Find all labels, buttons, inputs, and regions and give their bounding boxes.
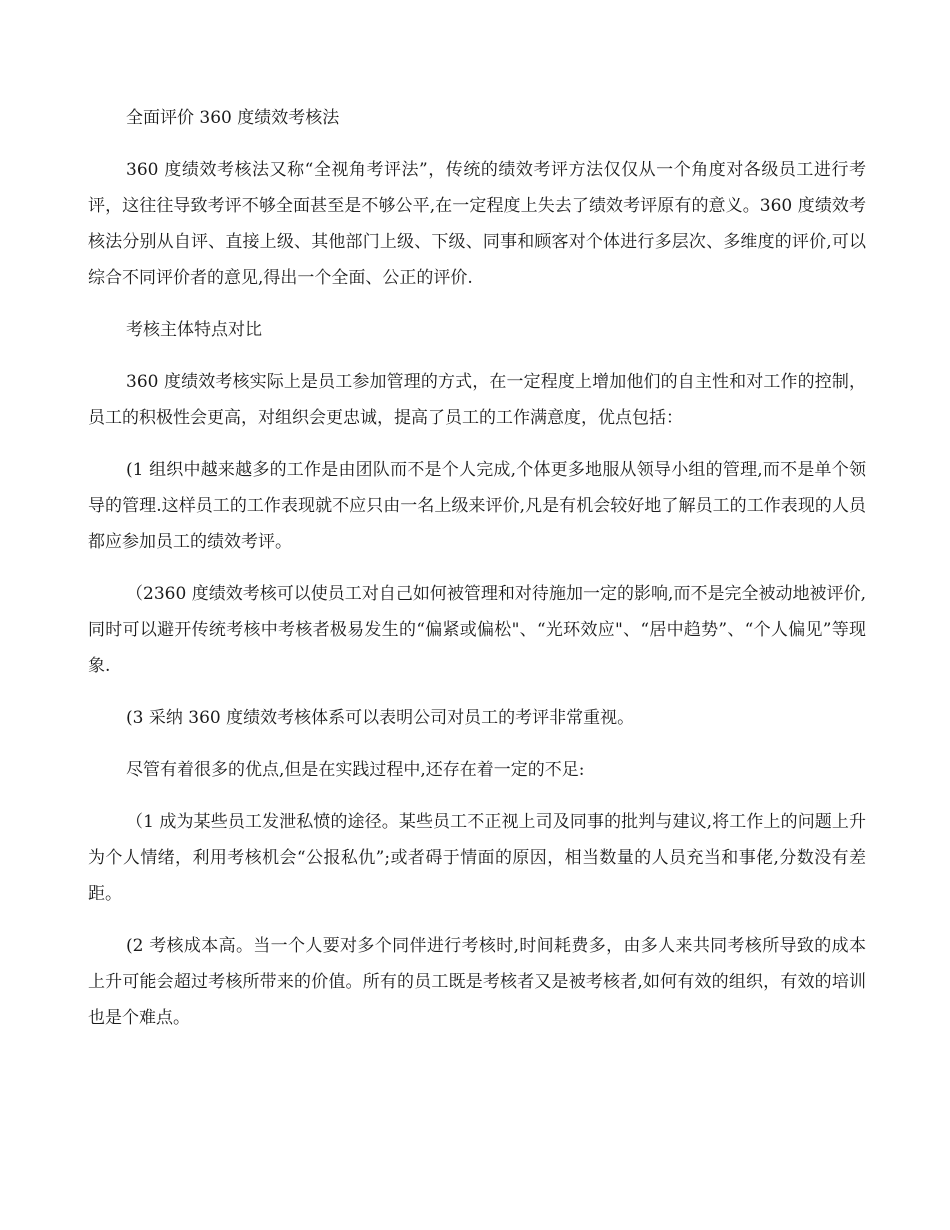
document-body	[88, 100, 866, 1052]
paragraph-advantage-2: （2360 度绩效考核可以使员工对自己如何被管理和对待施加一定的影响,而不是完全被动地被评价,同时可以避开传统考核中考核者极易发生的“偏紧或偏松"、“光环效应"、“居中趋势”、“个人偏见”等现象.	[88, 584, 866, 676]
section-title-comparison: 考核主体特点对比	[126, 320, 262, 340]
paragraph-disadvantage-2: (2 考核成本高。当一个人要对多个同伴进行考核时,时间耗费多，由多人来共同考核所导致的成本上升可能会超过考核所带来的价值。所有的员工既是考核者又是被考核者,如何有效的组织，有效的培训也是个难点。	[88, 936, 866, 1028]
paragraph-disadvantage-1: （1 成为某些员工发泄私愤的途径。某些员工不正视上司及同事的批判与建议,将工作上的问题上升为个人情绪，利用考核机会“公报私仇”;或者碍于情面的原因，相当数量的人员充当和事佬,分数没有差距。	[88, 812, 866, 904]
section-title-360: 全面评价 360 度绩效考核法	[126, 108, 340, 128]
paragraph-advantage-1: (1 组织中越来越多的工作是由团队而不是个人完成,个体更多地服从领导小组的管理,而不是单个领导的管理.这样员工的工作表现就不应只由一名上级来评价,凡是有机会较好地了解员工的工作表现的人员都应参加员工的绩效考评。	[88, 460, 866, 552]
paragraph-disadvantages-intro: 尽管有着很多的优点,但是在实践过程中,还存在着一定的不足:	[126, 760, 585, 780]
paragraph-advantage-3: (3 采纳 360 度绩效考核体系可以表明公司对员工的考评非常重视。	[126, 708, 635, 728]
paragraph-advantages-intro: 360 度绩效考核实际上是员工参加管理的方式，在一定程度上增加他们的自主性和对工作的控制，员工的积极性会更高，对组织会更忠诚，提高了员工的工作满意度，优点包括：	[88, 372, 866, 428]
paragraph-intro: 360 度绩效考核法又称“全视角考评法”，传统的绩效考评方法仅仅从一个角度对各级员工进行考评，这往往导致考评不够全面甚至是不够公平,在一定程度上失去了绩效考评原有的意义。360 度绩效考核法分别从自评、直接上级、其他部门上级、下级、同事和顾客对个体进行多层次、多维度的评价,可以综合不同评价者的意见,得出一个全面、公正的评价.	[88, 160, 866, 288]
